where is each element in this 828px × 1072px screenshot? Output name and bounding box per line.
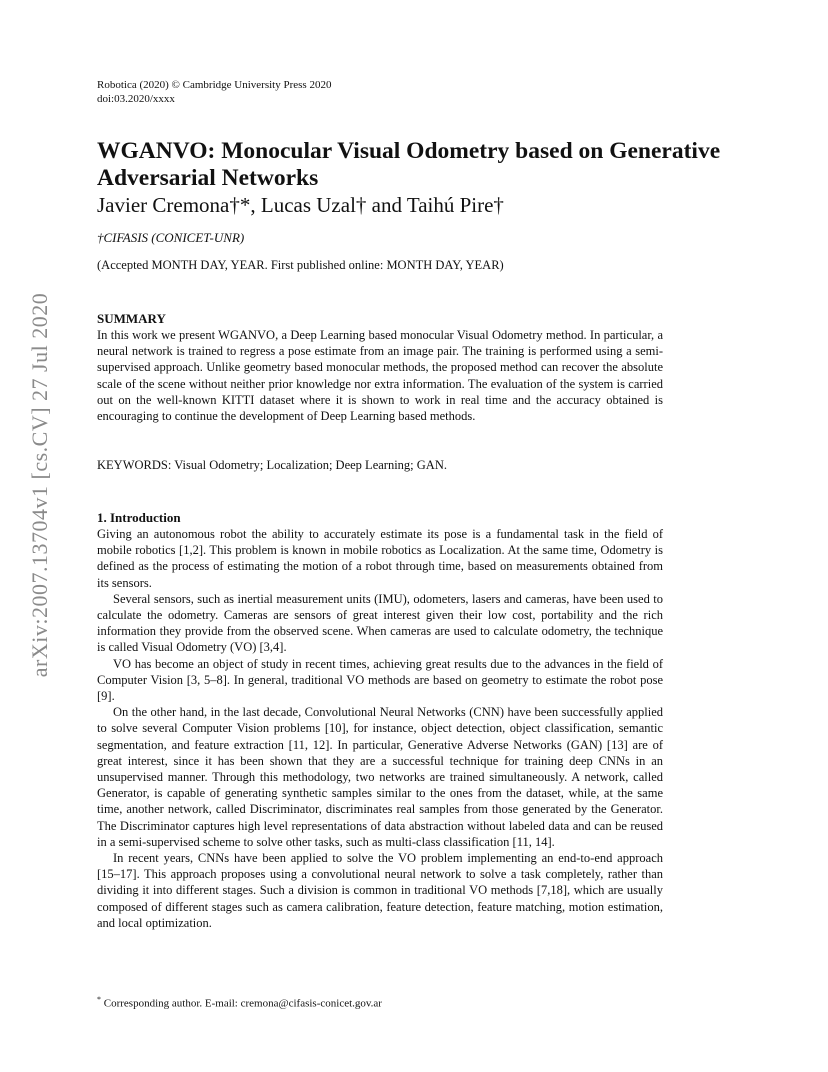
arxiv-identifier: arXiv:2007.13704v1 [cs.CV] 27 Jul 2020 — [27, 292, 52, 678]
keywords-line: KEYWORDS: Visual Odometry; Localization; Deep Learning; GAN. — [97, 458, 447, 472]
acceptance-note: (Accepted MONTH DAY, YEAR. First published online: MONTH DAY, YEAR) — [97, 258, 504, 272]
introduction-heading: 1. Introduction — [97, 510, 181, 525]
journal-header — [97, 78, 331, 106]
summary-paragraph: In this work we present WGANVO, a Deep Learning based monocular Visual Odometry method. In particular, a neural network is trained to regress a pose estimate from an image pair. The training is performed using a semi-supervised approach. Unlike geometry based monocular methods, the proposed method can recover the absolute scale of the scene without neither prior knowledge nor extra information. The evaluation of the system is carried out on the well-known KITTI dataset where it is shown to work in real time and the accuracy obtained is encouraging to continue the development of Deep Learning based methods. — [97, 328, 663, 424]
summary-heading: SUMMARY — [97, 311, 166, 326]
body-paragraph: In recent years, CNNs have been applied to solve the VO problem implementing an end-to-end approach [15–17]. This approach proposes using a convolutional neural network to solve a task completely, rather than dividing it into different stages. Such a division is common in traditional VO methods [7,18], which are usually composed of different stages such as camera calibration, feature detection, feature matching, motion estimation, and local optimization. — [97, 851, 663, 930]
body-paragraph: Giving an autonomous robot the ability to accurately estimate its pose is a fundamental task in the field of mobile robotics [1,2]. This problem is known in mobile robotics as Localization. At the same time, Odometry is defined as the process of estimating the motion of a robot through time, based on measurements obtained from its sensors. — [97, 527, 663, 590]
introduction-body — [97, 526, 663, 931]
affiliation: †CIFASIS (CONICET-UNR) — [97, 230, 245, 245]
body-paragraph: Several sensors, such as inertial measurement units (IMU), odometers, lasers and cameras, have been used to calculate the odometry. Cameras are sensors of great interest given their low cost, portability and the rich information they provide from the observed scene. When cameras are used to calculate odometry, the technique is called Visual Odometry (VO) [3,4]. — [97, 591, 663, 655]
arxiv-side-stamp — [20, 292, 60, 678]
summary-text — [97, 327, 663, 424]
body-paragraph: VO has become an object of study in recent times, achieving great results due to the advances in the field of Computer Vision [3, 5–8]. In general, traditional VO methods are based on geometry to estimate the robot pose [9]. — [97, 656, 663, 704]
paper-title: WGANVO: Monocular Visual Odometry based on Generative Adversarial Networks — [97, 138, 721, 191]
footnote-text: Corresponding author. E-mail: cremona@cifasis-conicet.gov.ar — [101, 997, 382, 1010]
body-paragraph: On the other hand, in the last decade, Convolutional Neural Networks (CNN) have been successfully applied to solve several Computer Vision problems [10], for instance, object detection, object classification, semantic segmentation, and feature extraction [11, 12]. In particular, Generative Adverse Networks (GAN) [13] are of great interest, since it has been shown that they are a successful technique for training deep CNNs in an unsupervised manner. Through this methodology, two networks are trained simultaneously. A network, called Generator, is capable of generating synthetic samples similar to the ones from the dataset, while, at the same time, another network, called Discriminator, discriminates real samples from those generated by the Generator. The Discriminator captures high level representations of data abstraction without labeled data and can be reused in a semi-supervised scheme to solve other tasks, such as multi-class classification [11, 14]. — [97, 705, 663, 849]
doi-line: doi:03.2020/xxxx — [97, 93, 175, 105]
author-list: Javier Cremona†*, Lucas Uzal† and Taihú Pire† — [97, 193, 504, 217]
journal-line: Robotica (2020) © Cambridge University Press 2020 — [97, 79, 332, 91]
footnote — [97, 995, 382, 1010]
footnote-marker: * — [97, 995, 101, 1004]
